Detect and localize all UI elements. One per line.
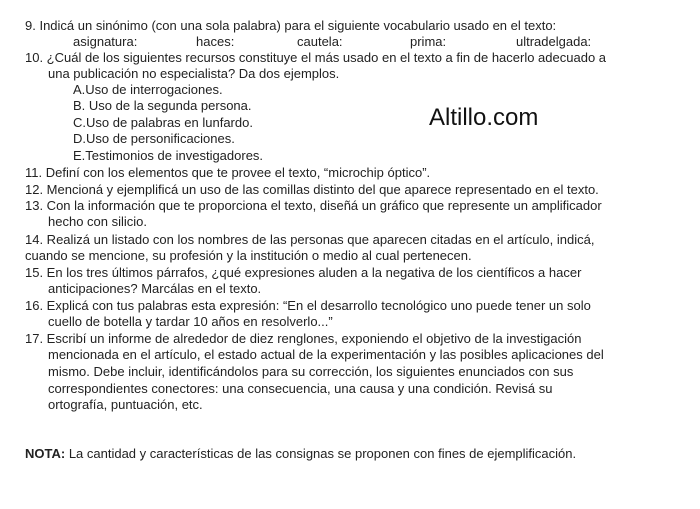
question-17-cont: correspondientes conectores: una consecuencia, una causa y una condición. Revisá su xyxy=(48,381,553,396)
option-e: E.Testimonios de investigadores. xyxy=(73,148,264,163)
vocab-word: prima: xyxy=(410,34,447,49)
question-17-cont: ortografía, puntuación, etc. xyxy=(48,397,203,412)
vocab-word: haces: xyxy=(196,34,235,49)
question-17: 17. Escribí un informe de alrededor de diez renglones, exponiendo el objetivo de la investigación xyxy=(25,331,582,346)
question-16: 16. Explicá con tus palabras esta expresión: “En el desarrollo tecnológico uno puede tener un solo xyxy=(25,298,591,313)
question-15-cont: anticipaciones? Marcálas en el texto. xyxy=(48,281,262,296)
question-17-cont: mencionada en el artículo, el estado actual de la experimentación y las posibles aplicaciones del xyxy=(48,347,604,362)
question-10-cont: una publicación no especialista? Da dos ejemplos. xyxy=(48,66,340,81)
note-text: La cantidad y características de las consignas se proponen con fines de ejemplificación. xyxy=(65,446,577,461)
question-13: 13. Con la información que te proporciona el texto, diseñá un gráfico que represente un amplificador xyxy=(25,198,602,213)
option-b: B. Uso de la segunda persona. xyxy=(73,98,252,113)
vocab-word: asignatura: xyxy=(73,34,138,49)
option-a: A.Uso de interrogaciones. xyxy=(73,82,223,97)
question-16-cont: cuello de botella y tardar 10 años en resolverlo...” xyxy=(48,314,333,329)
watermark-logo: Altillo.com xyxy=(429,104,539,131)
question-11: 11. Definí con los elementos que te provee el texto, “microchip óptico”. xyxy=(25,165,431,180)
question-12: 12. Mencioná y ejemplificá un uso de las comillas distinto del que aparece representado en el texto. xyxy=(25,182,599,197)
option-d: D.Uso de personificaciones. xyxy=(73,131,235,146)
note xyxy=(25,446,576,462)
note-label: NOTA: xyxy=(25,446,66,461)
question-9: 9. Indicá un sinónimo (con una sola palabra) para el siguiente vocabulario usado en el texto: xyxy=(25,18,557,33)
option-c: C.Uso de palabras en lunfardo. xyxy=(73,115,253,130)
question-13-cont: hecho con silicio. xyxy=(48,214,147,229)
question-10: 10. ¿Cuál de los siguientes recursos constituye el más usado en el texto a fin de hacerlo adecuado a xyxy=(25,50,607,65)
question-14: 14. Realizá un listado con los nombres de las personas que aparecen citadas en el artículo, indicá, xyxy=(25,232,595,247)
vocab-word: ultradelgada: xyxy=(516,34,592,49)
vocab-word: cautela: xyxy=(297,34,343,49)
question-14-cont: cuando se mencione, su profesión y la institución o medio al cual pertenecen. xyxy=(25,248,472,263)
question-17-cont: mismo. Debe incluir, identificándolos para su corrección, los siguientes enunciados con sus xyxy=(48,364,574,379)
question-15: 15. En los tres últimos párrafos, ¿qué expresiones aluden a la negativa de los científicos a hacer xyxy=(25,265,582,280)
